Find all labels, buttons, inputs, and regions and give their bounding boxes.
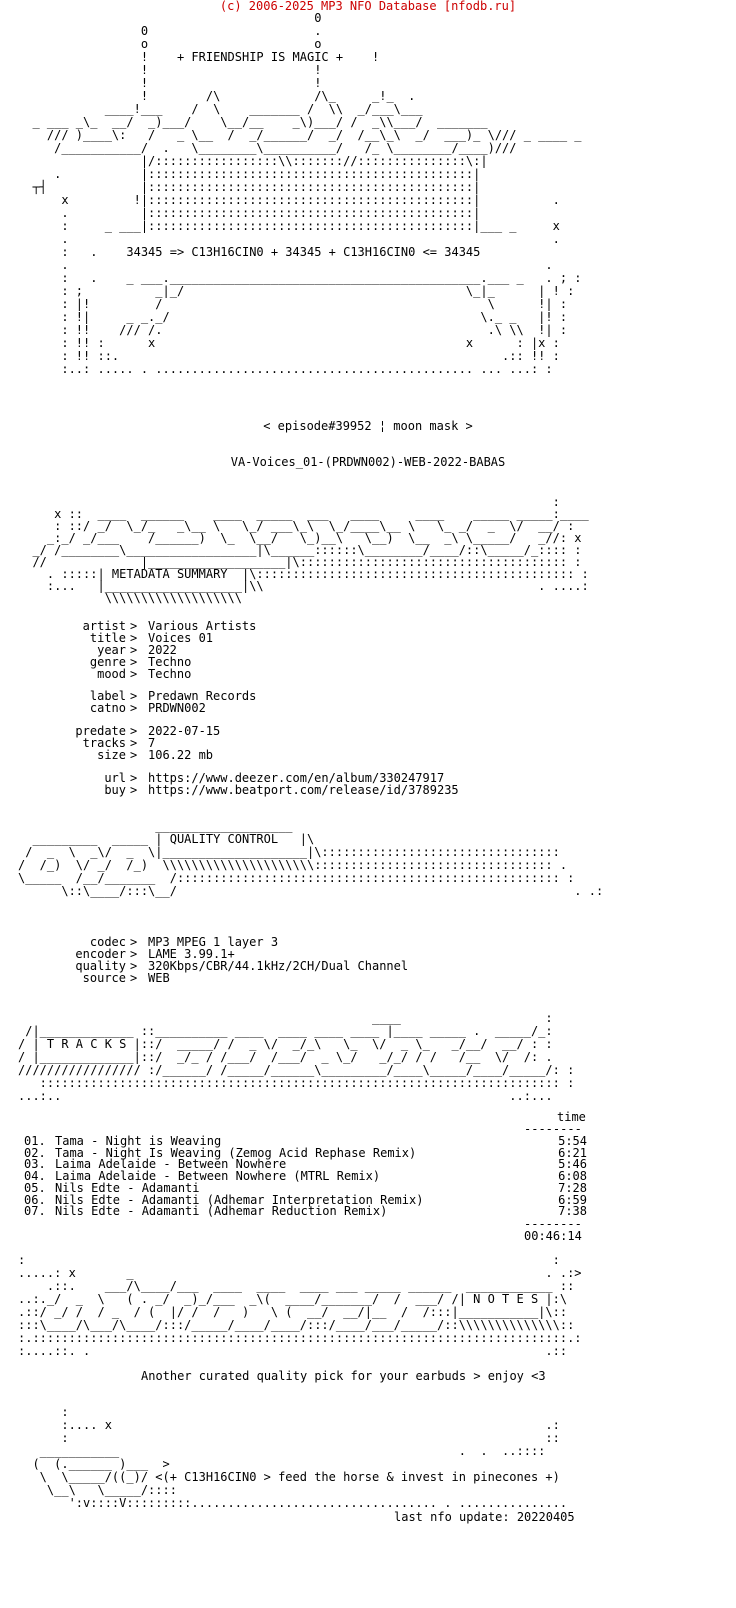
ascii-art-line: / |_____________|::/ _/_ / /___/ /___/ _ \_/ _/_/ / / /__ \/ /: .	[18, 1050, 553, 1064]
last-update: last nfo update: 20220405	[394, 1510, 575, 1524]
ascii-art-line: ! !	[18, 63, 322, 77]
meta-value: PRDWN002	[148, 701, 206, 715]
ascii-art-line: : . 34345 => C13H16CIN0 + 34345 + C13H16CIN0 <= 34345	[18, 245, 481, 259]
ascii-art-line: _________ _____ | QUALITY CONTROL |\	[18, 832, 315, 846]
tracks-total-time: 00:46:14	[524, 1229, 582, 1243]
track-time: 6:08	[558, 1169, 587, 1184]
meta-key: year	[97, 643, 126, 657]
quality-value: WEB	[148, 971, 170, 985]
meta-value: 7	[148, 736, 156, 750]
ascii-art-line: :.... x .:	[18, 1418, 560, 1432]
track-time: 5:54	[558, 1134, 587, 1148]
ascii-art-line: /___________/ . \________\__________/ /_ \________/____)///	[18, 141, 517, 155]
ascii-art-line: . .	[18, 258, 553, 272]
track-number: 04.	[24, 1169, 46, 1184]
ascii-art-line: : !! : x x : |x :	[18, 336, 560, 350]
meta-key: label	[89, 689, 126, 703]
notes-text: Another curated quality pick for your earbuds > enjoy <3	[141, 1369, 546, 1383]
meta-value: https://www.beatport.com/release/id/3789235	[148, 783, 459, 797]
ascii-art-line: _ ___ _\_ __/ _)___/ \__/__ _\)___/ / _\\___/ _______	[18, 115, 488, 129]
meta-value: 106.22 mb	[148, 748, 214, 762]
ascii-art-line: : ::	[18, 1431, 560, 1445]
separator-glyph: >	[130, 724, 138, 738]
meta-key: artist	[82, 619, 126, 633]
ascii-art-line: : _ ___|:::::::::::::::::::::::::::::::::::::::::::::|___ _ x	[18, 219, 560, 233]
ascii-art-line: : ; _|_/ \_|_ | ! :	[18, 284, 575, 298]
track-number: 05.	[24, 1180, 46, 1195]
tracks-time-header: time	[557, 1110, 586, 1124]
ascii-art-line: :	[18, 495, 560, 509]
track-time: 7:28	[558, 1180, 587, 1195]
separator-glyph: >	[130, 935, 138, 949]
meta-key: catno	[89, 701, 126, 715]
ascii-art-line: ___________ . . ..::::	[18, 1444, 546, 1458]
separator-glyph: >	[130, 701, 138, 715]
quality-key: codec	[89, 935, 126, 949]
meta-value: 2022	[148, 643, 177, 657]
ascii-art-line: : !| _ _._/ \._ _ |! :	[18, 310, 568, 324]
ascii-art-line: : !! /// /. .\ \\ !| :	[18, 323, 568, 337]
track-time: 7:38	[558, 1204, 587, 1219]
ascii-art-line: ...:.. ..:...	[18, 1089, 553, 1103]
separator-glyph: >	[130, 619, 138, 633]
meta-value: https://www.deezer.com/en/album/330247917	[148, 771, 445, 785]
track-title: Laima Adelaide - Between Nowhere	[55, 1157, 287, 1172]
track-title: Tama - Night is Weaving	[55, 1134, 222, 1148]
ascii-art-line: \ \_____/((_)/ <(+ C13H16CIN0 > feed the horse & invest in pinecones +)	[18, 1470, 560, 1484]
ascii-art-line: x :: ____ ______ ____ _____ ___ ____ ____ _____ _____:____	[18, 507, 589, 521]
track-title: Tama - Night Is Weaving (Zemog Acid Rephase Remix)	[55, 1145, 417, 1160]
ascii-art-line: \__\ \_____/::::	[18, 1483, 177, 1497]
meta-value: Techno	[148, 655, 192, 669]
track-number: 03.	[24, 1157, 46, 1172]
ascii-art-line: \_____ /__/_______ /::::::::::::::::::::::::::::::::::::::::::::::::::::: :	[18, 871, 575, 885]
release-name: VA-Voices_01-(PRDWN002)-WEB-2022-BABAS	[230, 455, 506, 469]
ascii-art-line: .::/ _/ / / _ / ( |/ / / ) \ ( __/ __/|__ / /:::|___________|\::	[18, 1305, 568, 1319]
quality-value: LAME 3.99.1+	[148, 947, 235, 961]
meta-key: url	[104, 771, 126, 785]
ascii-art-line: \::\____/:::\__/ . .:	[18, 884, 604, 898]
ascii-art-line: :::::::::::::::::::::::::::::::::::::::::::::::::::::::::::::::::::::::: :	[18, 1076, 575, 1090]
ascii-art-line: ____!___ / \ _______ / \\ _/___\___	[18, 102, 423, 116]
meta-value: Predawn Records	[148, 689, 257, 703]
site-header: (c) 2006-2025 MP3 NFO Database [nfodb.ru]	[219, 0, 517, 13]
meta-key: tracks	[82, 736, 126, 750]
separator-glyph: >	[130, 689, 138, 703]
ascii-art-line: : ::/ _/ \_/_ _\__ \ \_/ ___\_\ \_/____\__ \ \_ _/ _ \/ __/ :	[18, 519, 575, 533]
separator-glyph: >	[130, 748, 138, 762]
ascii-art-line: _:_/ _/___ /______) \_ \__/ \_)__\ \__) \__ _\ \_____/ _//: x	[18, 531, 582, 545]
separator-glyph: >	[130, 971, 138, 985]
ascii-art-line: :	[18, 1405, 69, 1419]
track-title: Nils Edte - Adamanti (Adhemar Reduction Remix)	[55, 1204, 388, 1219]
meta-value: Various Artists	[148, 619, 257, 633]
meta-value: Voices 01	[148, 631, 214, 645]
ascii-art-line: ':v::::V:::::::::.................................. . ...............	[18, 1496, 568, 1510]
ascii-art-line: o o	[18, 37, 322, 51]
ascii-art-line: .....: x _ . .:>	[18, 1266, 582, 1280]
tracks-rule-bottom: --------	[524, 1217, 582, 1231]
track-number: 07.	[24, 1204, 46, 1219]
ascii-art-line: ..:._/ _ \ ( . _/ _)_/___ _\( ____/_______/ / ___/ /| N O T E S |:\	[18, 1292, 568, 1306]
separator-glyph: >	[130, 783, 138, 797]
quality-value: 320Kbps/CBR/44.1kHz/2CH/Dual Channel	[148, 959, 409, 973]
ascii-art-line: /|_____________ ::__________ ____ ____ ____ ____ |____ _____ . _____/_:	[18, 1024, 553, 1038]
ascii-art-line: . :::::| METADATA SUMMARY |\:::::::::::::::::::::::::::::::::::::::::::: :	[18, 567, 589, 581]
ascii-art-line: /// )____\: / _ \__ / _/______/ _/ /__\_\ _/ ___)_ \/// _ ____ _	[18, 128, 582, 142]
meta-key: mood	[97, 667, 126, 681]
ascii-art-line: \\\\\\\\\\\\\\\\\\\	[18, 591, 242, 605]
track-title: Nils Edte - Adamanti (Adhemar Interpretation Remix)	[55, 1192, 424, 1207]
track-time: 6:21	[558, 1145, 587, 1160]
ascii-art-line: |/:::::::::::::::::\\::::::://:::::::::::::::\:|	[18, 154, 488, 168]
separator-glyph: >	[130, 947, 138, 961]
meta-key: genre	[89, 655, 126, 669]
ascii-art-line: 0	[18, 11, 322, 25]
separator-glyph: >	[130, 655, 138, 669]
ascii-art-line: ___________________	[18, 819, 293, 833]
ascii-art-line: . .	[18, 232, 560, 246]
episode-line: < episode#39952 ¦ moon mask >	[263, 419, 473, 433]
ascii-art-line: / | T R A C K S |::/ _____/ / _ \/ _/_\ \_ \/ _ \_ _/__/ __/ : :	[18, 1037, 553, 1051]
ascii-art-line: :.::::::::::::::::::::::::::::::::::::::::::::::::::::::::::::::::::::::::::.:	[18, 1331, 582, 1345]
ascii-art-line: : . _ ___.___________________________________________.___ _ . ; :	[18, 271, 582, 285]
ascii-art-line: .::. ___/\____/___ ____ ____ ____ ___ _____ ______ ____________ ::	[18, 1279, 575, 1293]
ascii-art-line: ____ :	[18, 1011, 553, 1025]
meta-key: title	[89, 631, 126, 645]
ascii-art-line: ┬┤ |:::::::::::::::::::::::::::::::::::::::::::::|	[18, 180, 481, 194]
separator-glyph: >	[130, 736, 138, 750]
meta-value: Techno	[148, 667, 192, 681]
separator-glyph: >	[130, 643, 138, 657]
ascii-art-line: :..: ..... . ............................................ ... ...: :	[18, 362, 553, 376]
ascii-art-line: 0 .	[18, 24, 322, 38]
quality-value: MP3 MPEG 1 layer 3	[148, 935, 279, 949]
ascii-art-line: : |! / \ !| :	[18, 297, 568, 311]
track-number: 01.	[24, 1134, 46, 1148]
meta-key: size	[97, 748, 126, 762]
ascii-art-line: :....::. . .::	[18, 1344, 568, 1358]
ascii-art-line: . |:::::::::::::::::::::::::::::::::::::::::::::|	[18, 206, 560, 220]
meta-key: buy	[104, 783, 126, 797]
meta-value: 2022-07-15	[148, 724, 221, 738]
separator-glyph: >	[130, 771, 138, 785]
separator-glyph: >	[130, 667, 138, 681]
ascii-art-line: / _ \ _\/ _ \|____________________|\:::::::::::::::::::::::::::::::::	[18, 845, 560, 859]
ascii-art-line: : :	[18, 1253, 560, 1267]
ascii-art-line: // |___________________|\::::::::::::::::::::::::::::::::::::: :	[18, 555, 582, 569]
ascii-art-line: ! /\ /\_ _!_ .	[18, 89, 416, 103]
ascii-art-line: _/ /________\__________________|\______::::::\________/____/::\_____/_:::: :	[18, 543, 582, 557]
ascii-art-line: ( (.______ )___ >	[18, 1457, 170, 1471]
ascii-art-line: : !! ::. .:: !! :	[18, 349, 560, 363]
meta-key: predate	[75, 724, 126, 738]
quality-key: quality	[75, 959, 126, 973]
tracks-rule-top: --------	[524, 1122, 582, 1136]
track-title: Laima Adelaide - Between Nowhere (MTRL Remix)	[55, 1169, 381, 1184]
ascii-art-line: ///////////////// :/______/ /_____/______\_________/____\_____/____/_____/: :	[18, 1063, 575, 1077]
ascii-art-line: x !|:::::::::::::::::::::::::::::::::::::::::::::| .	[18, 193, 560, 207]
ascii-art-line: ! !	[18, 76, 322, 90]
separator-glyph: >	[130, 631, 138, 645]
track-time: 5:46	[558, 1157, 587, 1172]
ascii-art-line: :::\____/\___/\____/:::/_____/____/____/:::/____/___/_____/::\\\\\\\\\\\\\\::	[18, 1318, 575, 1332]
quality-key: encoder	[75, 947, 126, 961]
ascii-art-line: :... |___________________|\\ . ....:	[18, 579, 589, 593]
ascii-art-line: . |:::::::::::::::::::::::::::::::::::::::::::::|	[18, 167, 481, 181]
ascii-art-line: ! + FRIENDSHIP IS MAGIC + !	[18, 50, 380, 64]
track-title: Nils Edte - Adamanti	[55, 1180, 200, 1195]
track-number: 02.	[24, 1145, 46, 1160]
separator-glyph: >	[130, 959, 138, 973]
quality-key: source	[82, 971, 126, 985]
track-number: 06.	[24, 1192, 46, 1207]
ascii-art-line: / /_) \/ _/ /_) \\\\\\\\\\\\\\\\\\\\\::::::::::::::::::::::::::::::::: .	[18, 858, 568, 872]
track-time: 6:59	[558, 1192, 587, 1207]
